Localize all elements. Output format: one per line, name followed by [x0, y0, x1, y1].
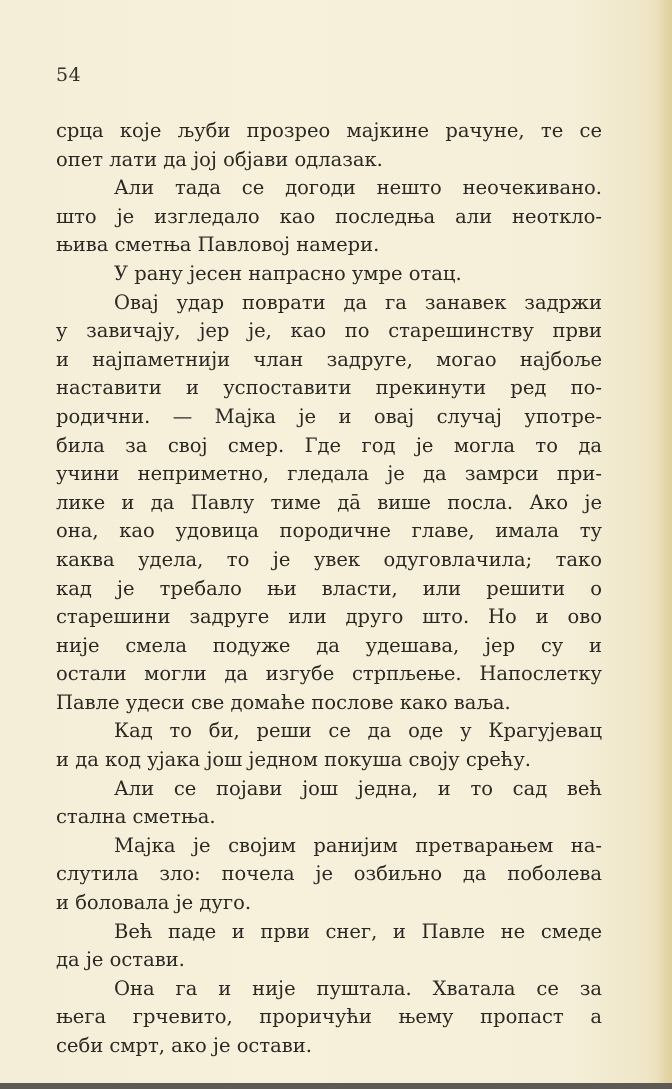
text-line: У рану јесен напрасно умре отац. [114, 261, 462, 285]
text-line: и најпаметнији члан задруге, могао најбоље [56, 347, 602, 371]
text-line: остали могли да изгубе стрпљење. Напослетку [56, 662, 602, 686]
text-line: Али тада се догоди нешто неочекивано. [114, 176, 602, 200]
text-line: Већ паде и први снег, и Павле не смеде [114, 919, 602, 943]
page-edge-shadow [658, 0, 672, 1089]
text-line: Она га и није пуштала. Хватала се за [114, 976, 602, 1000]
text-line: њега грчевито, проричући њему пропаст а [56, 1005, 602, 1029]
text-line: стална сметња. [56, 805, 216, 829]
text-line: она, као удовица породичне главе, имала ту [56, 519, 602, 543]
text-line: старешини задруге или друго што. Но и ово [56, 605, 602, 629]
text-line: учини неприметно, гледала је да замрси при- [56, 462, 602, 486]
text-line: њива сметња Павловој намери. [56, 233, 380, 257]
text-line: Кад то би, реши се да оде у Крагујевац [114, 719, 602, 743]
text-line: и да код ујака још једном покуша своју срећу. [56, 748, 532, 772]
text-line: Павле удеси све домаће послове како ваља. [56, 690, 511, 714]
text-line: није смела подуже да удешава, јер су и [56, 633, 602, 657]
text-line: Али се појави још једна, и то сад већ [114, 776, 602, 800]
text-line: што је изгледало као последња али неоткло- [56, 204, 602, 228]
body-text [56, 117, 602, 1061]
scan-bottom-border [0, 1083, 672, 1089]
text-line: и боловала је дуго. [56, 891, 252, 915]
text-line: опет лати да јој објави одлазак. [56, 147, 383, 171]
page-number: 54 [56, 64, 82, 86]
text-line: родични. — Мајка је и овај случај употре- [56, 404, 602, 428]
text-line: каква удела, то је увек одуговлачила; тако [56, 547, 602, 571]
text-line: лике и да Павлу тиме да̄ више посла. Ако је [56, 490, 602, 514]
text-line: слутила зло: почела је озбиљно да поболева [56, 862, 602, 886]
text-line: у завичају, јер је, као по старешинству први [56, 319, 602, 343]
text-line: Овај удар поврати да га занавек задржи [114, 290, 602, 314]
text-line: срца које љуби прозрео мајкине рачуне, те се [56, 119, 602, 142]
text-line: да је остави. [56, 948, 185, 972]
text-line: наставити и успоставити прекинути ред по- [56, 376, 602, 400]
text-line: себи смрт, ако је остави. [56, 1034, 312, 1057]
text-line: била за свој смер. Где год је могла то да [56, 433, 602, 457]
text-line: Мајка је својим ранијим претварањем на- [114, 833, 602, 857]
text-line: кад је требало њи власти, или решити о [56, 576, 602, 600]
